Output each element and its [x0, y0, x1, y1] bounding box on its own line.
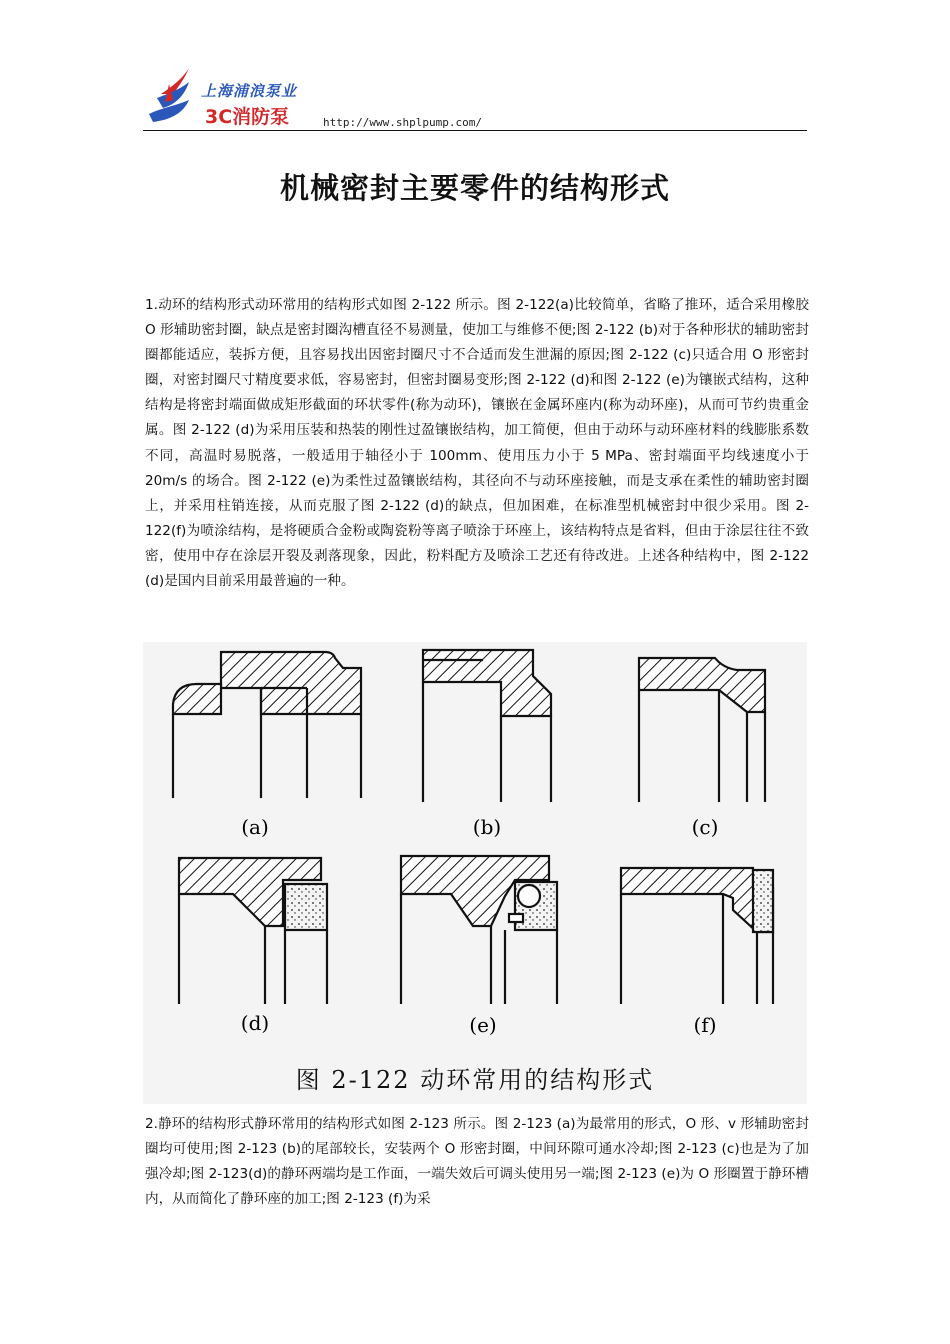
label-c: (c): [691, 815, 719, 839]
header-divider: [143, 130, 807, 131]
label-d: (d): [240, 1011, 270, 1035]
diagram-f: [621, 868, 773, 1004]
logo-company-name: 上海浦浪泵业: [201, 82, 298, 100]
diagram-d: [179, 858, 327, 1004]
label-b: (b): [472, 815, 502, 839]
diagram-b: [423, 650, 551, 802]
label-f: (f): [693, 1013, 717, 1037]
header-url-link[interactable]: http://www.shplpump.com/: [323, 116, 482, 129]
diagram-e: [401, 856, 557, 1004]
logo-brand-name: 3C消防泵: [205, 106, 290, 128]
paragraph-moving-ring: 1.动环的结构形式动环常用的结构形式如图 2-122 所示。图 2-122(a)比较简单，省略了推环，适合采用橡胶 O 形辅助密封圈，缺点是密封圈沟槽直径不易测量，使加工与维修不便;图 2-122 (b)对于各种形状的辅助密封圈都能适应，装拆方便，且容易找出因密封圈尺寸不合适而发生泄漏的原因;图 2-122 (c)只适合用 O 形密封圈，对密封圈尺寸精度要求低，容易密封，但密封圈易变形;图 2-122 (d)和图 2-122 (e)为镶嵌式结构，这种结构是将密封端面做成矩形截面的环状零件(称为动环)，镶嵌在金属环座内(称为动环座)，从而可节约贵重金属。图 2-122 (d)为采用压装和热装的刚性过盈镶嵌结构，加工简便，但由于动环与动环座材料的线膨胀系数不同，高温时易脱落，一般适用于轴径小于 100mm、使用压力小于 5 MPa、密封端面平均线速度小于 20m/s 的场合。图 2-122 (e)为柔性过盈镶嵌结构，其径向不与动环座接触，而是支承在柔性的辅助密封圈上，并采用柱销连接，从而克服了图 2-122 (d)的缺点，但加困难，在标准型机械密封中很少采用。图 2-122(f)为喷涂结构，是将硬质合金粉或陶瓷粉等离子喷涂于环座上，该结构特点是省料，但由于涂层往往不致密，使用中存在涂层开裂及剥落现象，因此，粉料配方及喷涂工艺还有待改进。上述各种结构中，图 2-122 (d)是国内目前采用最普遍的一种。: [145, 297, 809, 590]
page-header: [143, 58, 807, 134]
figure-2-122: [143, 642, 807, 1104]
label-a: (a): [241, 815, 269, 839]
paragraph-static-ring: 2.静环的结构形式静环常用的结构形式如图 2-123 所示。图 2-123 (a)为最常用的形式，O 形、v 形辅助密封圈均可使用;图 2-123 (b)的尾部较长，安装两个 O 形密封圈，中间环隙可通水冷却;图 2-123 (c)也是为了加强冷却;图 2-123(d)的静环两端均是工作面，一端失效后可调头使用另一端;图 2-123 (e)为 O 形圈置于静环槽内，从而简化了静环座的加工;图 2-123 (f)为采: [145, 1116, 809, 1208]
logo-mark-icon: [143, 64, 203, 128]
figure-caption: 图 2-122 动环常用的结构形式: [295, 1066, 655, 1094]
label-e: (e): [469, 1013, 497, 1037]
diagram-a: [173, 652, 361, 798]
page-title: 机械密封主要零件的结构形式: [279, 171, 670, 205]
seal-structure-diagram: [143, 642, 807, 1104]
company-logo: [143, 64, 323, 128]
diagram-c: [639, 658, 765, 802]
